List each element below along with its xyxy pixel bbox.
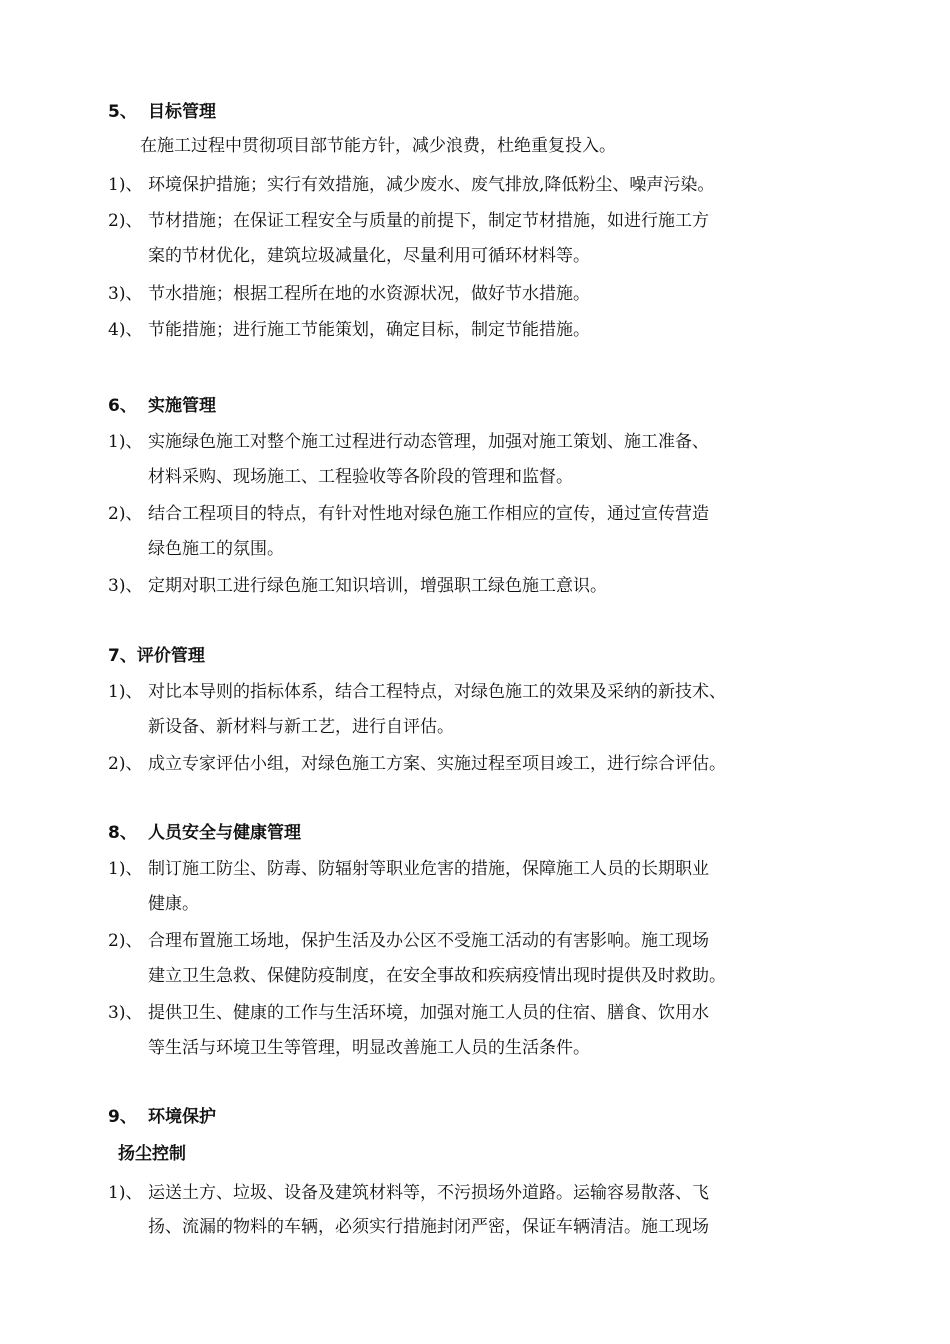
list-item-text: 实施绿色施工对整个施工过程进行动态管理，加强对施工策划、施工准备、: [148, 432, 709, 452]
list-marker: 1)、: [108, 432, 143, 452]
section-title: 评价管理: [136, 646, 205, 666]
list-marker: 1)、: [108, 859, 143, 879]
section-heading-9: [108, 1106, 216, 1128]
section-title: 人员安全与健康管理: [148, 823, 301, 843]
list-item-text: 节能措施；进行施工节能策划，确定目标，制定节能措施。: [148, 320, 590, 340]
list-item-continuation: 健康。: [148, 894, 199, 914]
list-marker: 1)、: [108, 175, 143, 195]
list-item: [108, 930, 709, 952]
section-subtitle: 扬尘控制: [118, 1144, 186, 1164]
list-item: [108, 319, 590, 341]
list-item: [108, 503, 709, 525]
list-marker: 3)、: [108, 284, 143, 304]
section-heading-7: [108, 645, 205, 667]
list-item-text: 结合工程项目的特点，有针对性地对绿色施工作相应的宣传，通过宣传营造: [148, 504, 709, 524]
list-item: [108, 681, 726, 703]
list-item-text: 定期对职工进行绿色施工知识培训，增强职工绿色施工意识。: [148, 576, 607, 596]
list-item: [108, 1002, 709, 1024]
list-marker: 4)、: [108, 320, 143, 340]
list-item-continuation: 绿色施工的氛围。: [148, 539, 284, 559]
section-intro: 在施工过程中贯彻项目部节能方针，减少浪费，杜绝重复投入。: [140, 136, 616, 156]
section-title: 目标管理: [148, 102, 216, 122]
list-item-text: 运送土方、垃圾、设备及建筑材料等，不污损场外道路。运输容易散落、飞: [148, 1183, 709, 1203]
list-item-text: 环境保护措施；实行有效措施，减少废水、废气排放,降低粉尘、噪声污染。: [148, 175, 715, 195]
section-number: 6、: [108, 396, 137, 416]
list-item: [108, 431, 709, 453]
list-marker: 2)、: [108, 931, 143, 951]
section-title: 环境保护: [148, 1107, 216, 1127]
list-item: [108, 575, 607, 597]
list-item: [108, 858, 709, 880]
list-marker: 1)、: [108, 1183, 143, 1203]
list-item-text: 节材措施；在保证工程安全与质量的前提下，制定节材措施，如进行施工方: [148, 211, 709, 231]
list-item-text: 提供卫生、健康的工作与生活环境，加强对施工人员的住宿、膳食、饮用水: [148, 1003, 709, 1023]
section-number: 5、: [108, 102, 137, 122]
list-item-continuation: 扬、流漏的物料的车辆，必须实行措施封闭严密，保证车辆清洁。施工现场: [148, 1217, 709, 1237]
list-item-continuation: 新设备、新材料与新工艺，进行自评估。: [148, 717, 454, 737]
list-item-text: 合理布置施工场地，保护生活及办公区不受施工活动的有害影响。施工现场: [148, 931, 709, 951]
list-item-text: 制订施工防尘、防毒、防辐射等职业危害的措施，保障施工人员的长期职业: [148, 859, 709, 879]
list-item: [108, 753, 726, 775]
list-marker: 3)、: [108, 576, 143, 596]
list-marker: 2)、: [108, 211, 143, 231]
list-item: [108, 1182, 709, 1204]
list-item: [108, 174, 714, 196]
list-item: [108, 283, 590, 305]
list-marker: 2)、: [108, 754, 143, 774]
list-item-continuation: 案的节材优化，建筑垃圾减量化，尽量利用可循环材料等。: [148, 246, 590, 266]
list-item-text: 对比本导则的指标体系，结合工程特点，对绿色施工的效果及采纳的新技术、: [148, 682, 726, 702]
section-title: 实施管理: [148, 396, 216, 416]
list-item-continuation: 建立卫生急救、保健防疫制度，在安全事故和疾病疫情出现时提供及时救助。: [148, 966, 726, 986]
section-heading-6: [108, 395, 216, 417]
list-item-continuation: 等生活与环境卫生等管理，明显改善施工人员的生活条件。: [148, 1038, 590, 1058]
list-item-continuation: 材料采购、现场施工、工程验收等各阶段的管理和监督。: [148, 467, 573, 487]
list-item: [108, 210, 709, 232]
section-heading-8: [108, 822, 301, 844]
list-marker: 2)、: [108, 504, 143, 524]
section-number: 7、: [108, 646, 137, 666]
section-heading-5: [108, 101, 216, 123]
list-item-text: 节水措施；根据工程所在地的水资源状况，做好节水措施。: [148, 284, 590, 304]
list-item-text: 成立专家评估小组，对绿色施工方案、实施过程至项目竣工，进行综合评估。: [148, 754, 726, 774]
section-number: 9、: [108, 1107, 137, 1127]
list-marker: 3)、: [108, 1003, 143, 1023]
section-number: 8、: [108, 823, 137, 843]
list-marker: 1)、: [108, 682, 143, 702]
